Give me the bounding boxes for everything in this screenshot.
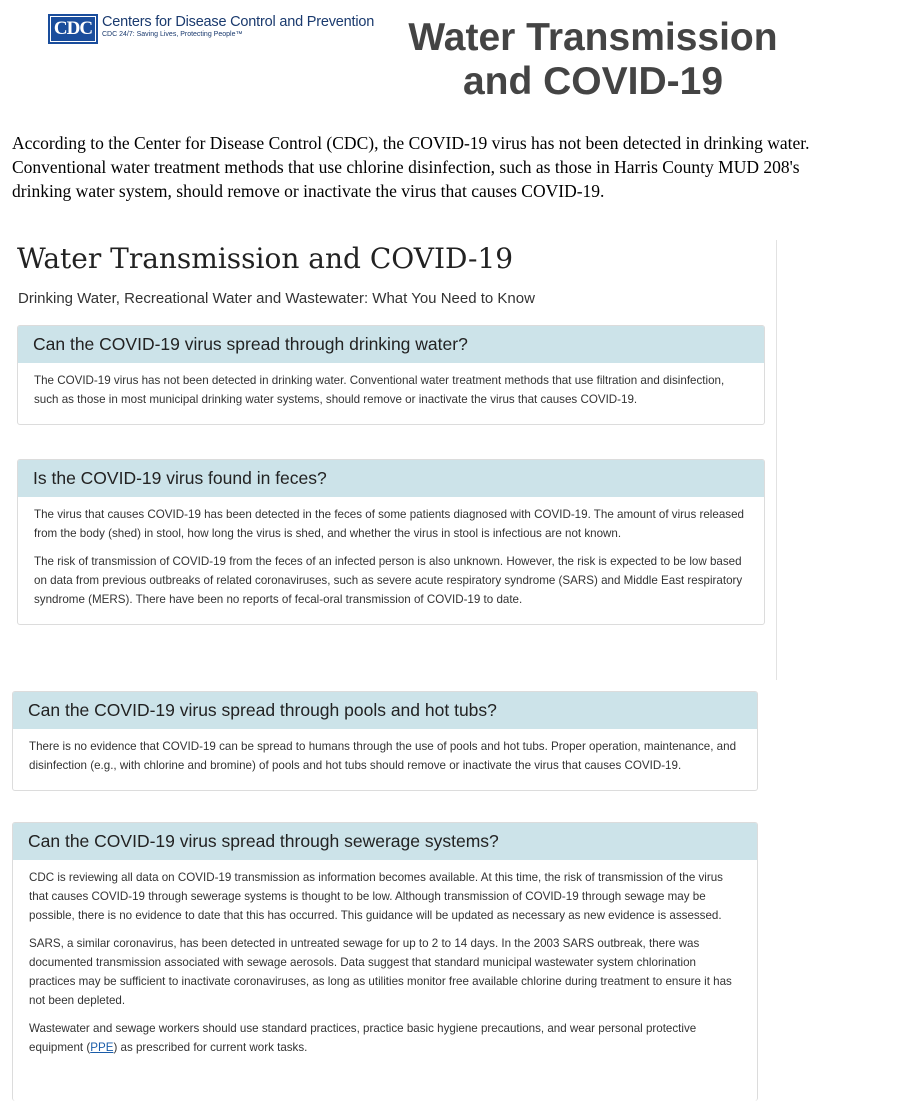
answer-paragraph: SARS, a similar coronavirus, has been detected in untreated sewage for up to 2 to 14 days. In the 2003 SARS outbreak, there was documented transmission associated with sewage aerosols. Data suggest that standard municipal wastewater system chlorination practices may be sufficient to inactivate coronaviruses, as long as utilities monitor free available chlorine during treatment to ensure it has not been depleted.: [29, 937, 732, 1007]
flyer-title: Water Transmission and COVID-19: [408, 16, 778, 103]
answer-paragraph: [29, 1019, 742, 1057]
answer-text: Wastewater and sewage workers should use standard practices, practice basic hygiene precautions, and wear personal protective equipment (: [29, 1022, 697, 1054]
faq-answer: [13, 729, 757, 790]
faq-card-drinking-water: [17, 325, 765, 425]
page-divider: [776, 240, 777, 680]
faq-answer: [18, 497, 764, 624]
cdc-logo-mark: CDC: [48, 14, 98, 44]
page-subheading: Drinking Water, Recreational Water and Wastewater: What You Need to Know: [18, 290, 535, 307]
faq-question: Can the COVID-19 virus spread through drinking water?: [18, 326, 764, 363]
cdc-logo-text: [102, 14, 374, 40]
faq-question: Is the COVID-19 virus found in feces?: [18, 460, 764, 497]
answer-paragraph: CDC is reviewing all data on COVID-19 transmission as information becomes available. At this time, the risk of transmission of the virus that causes COVID-19 through sewerage systems is thought to be low. Although transmission of COVID-19 through sewage may be possible, there is no evidence to date that this has occurred. This guidance will be updated as necessary as new evidence is assessed.: [29, 871, 723, 922]
answer-text: ) as prescribed for current work tasks.: [113, 1041, 308, 1054]
faq-card-pools: [12, 691, 758, 791]
cdc-logo-tagline: CDC 24/7: Saving Lives, Protecting People™: [102, 31, 243, 38]
faq-question: Can the COVID-19 virus spread through sewerage systems?: [13, 823, 757, 860]
faq-card-sewerage: [12, 822, 758, 1101]
faq-card-feces: [17, 459, 765, 625]
faq-question: Can the COVID-19 virus spread through pools and hot tubs?: [13, 692, 757, 729]
faq-answer: [18, 363, 764, 424]
intro-paragraph: According to the Center for Disease Control (CDC), the COVID-19 virus has not been detected in drinking water. Conventional water treatment methods that use chlorine disinfection, such as those in Harris County MUD 208's drinking water system, should remove or inactivate the virus that causes COVID-19.: [12, 133, 810, 201]
answer-paragraph: The risk of transmission of COVID-19 from the feces of an infected person is also unknown. However, the risk is expected to be low based on data from previous outbreaks of related coronaviruses, such as severe acute respiratory syndrome (SARS) and Middle East respiratory syndrome (MERS). There have been no reports of fecal-oral transmission of COVID-19 to date.: [34, 555, 743, 606]
answer-paragraph: The virus that causes COVID-19 has been detected in the feces of some patients diagnosed with COVID-19. The amount of virus released from the body (shed) in stool, how long the virus is shed, and whether the virus in stool is infectious are not known.: [34, 508, 744, 540]
page-heading: Water Transmission and COVID-19: [17, 242, 514, 275]
answer-paragraph: There is no evidence that COVID-19 can be spread to humans through the use of pools and hot tubs. Proper operation, maintenance, and disinfection (e.g., with chlorine and bromine) of pools and hot tubs should remove or inactivate the virus that causes COVID-19.: [29, 740, 737, 772]
faq-answer: [13, 860, 757, 1072]
ppe-link[interactable]: PPE: [90, 1041, 114, 1054]
cdc-logo: [48, 14, 374, 44]
cdc-logo-name: Centers for Disease Control and Prevention: [102, 14, 375, 30]
answer-paragraph: The COVID-19 virus has not been detected in drinking water. Conventional water treatment methods that use filtration and disinfection, such as those in most municipal drinking water systems, should remove or inactivate the virus that causes COVID-19.: [34, 374, 725, 406]
